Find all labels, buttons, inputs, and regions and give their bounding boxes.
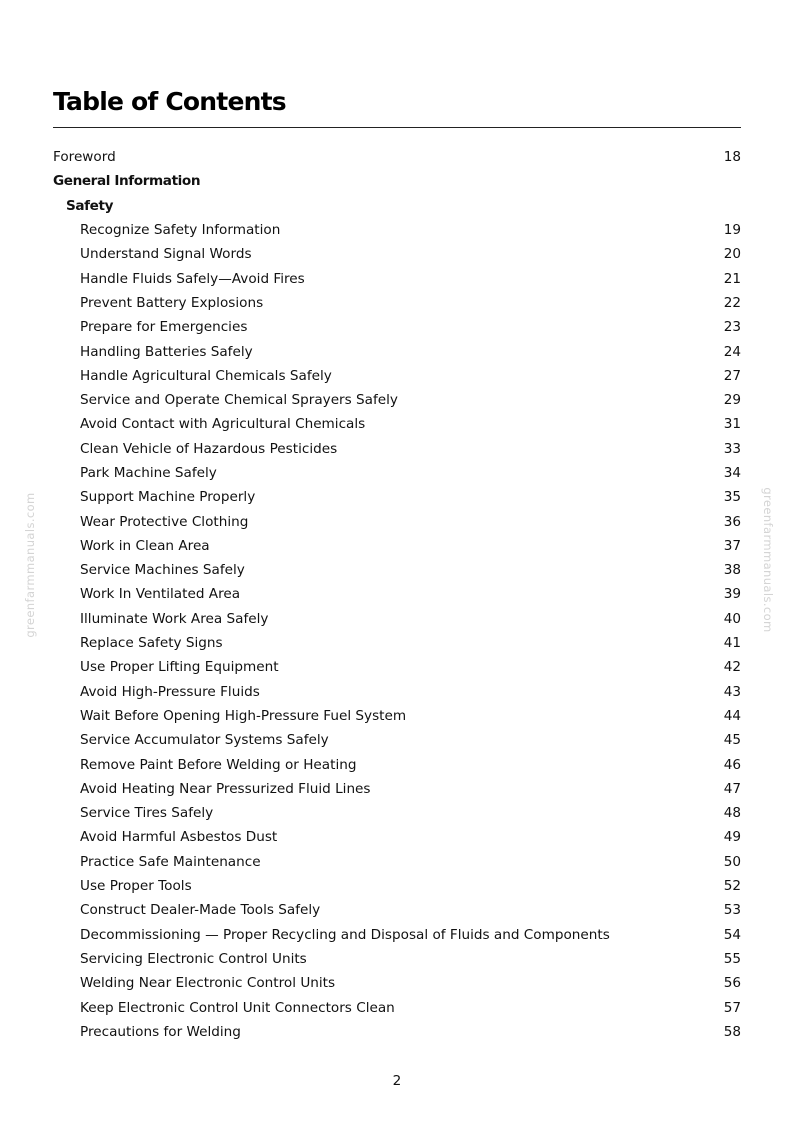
toc-entry[interactable] (53, 218, 741, 242)
toc-entry[interactable] (53, 437, 741, 461)
toc-entry-page: 52 (723, 878, 741, 895)
toc-entry-title: Replace Safety Signs (80, 635, 223, 652)
toc-entry-title: Wear Protective Clothing (80, 513, 249, 530)
toc-entry-page: 54 (723, 926, 741, 943)
page-title: Table of Contents (53, 87, 286, 116)
toc-entry[interactable] (53, 1020, 741, 1044)
toc-entry-title: Avoid Harmful Asbestos Dust (80, 829, 278, 846)
toc-entry-page: 46 (723, 756, 741, 773)
toc-entry-title: Prevent Battery Explosions (80, 294, 264, 311)
toc-entry[interactable] (53, 388, 741, 412)
toc-entry-page: 56 (723, 975, 741, 992)
toc-entry-title: Support Machine Properly (80, 489, 256, 506)
toc-list (53, 145, 741, 1044)
toc-entry-page: 44 (723, 707, 741, 724)
toc-entry-title: Recognize Safety Information (80, 222, 281, 239)
title-divider (53, 127, 741, 128)
toc-entry-title: Service Accumulator Systems Safely (80, 732, 329, 749)
toc-entry[interactable] (53, 971, 741, 995)
toc-entry-page: 36 (723, 513, 741, 530)
toc-entry[interactable] (53, 631, 741, 655)
toc-entry[interactable] (53, 704, 741, 728)
toc-entry-page: 41 (723, 635, 741, 652)
toc-entry-title: Foreword (53, 149, 116, 166)
watermark-left: greenfarmmanuals.com (23, 492, 37, 638)
toc-entry-title: Work In Ventilated Area (80, 586, 241, 603)
toc-entry-page: 20 (723, 246, 741, 263)
toc-entry-page: 21 (723, 270, 741, 287)
watermark-right: greenfarmmanuals.com (761, 487, 775, 633)
toc-entry-title: Decommissioning — Proper Recycling and Disposal of Fluids and Components (80, 926, 610, 943)
toc-entry[interactable] (53, 947, 741, 971)
toc-entry-page: 35 (723, 489, 741, 506)
toc-entry-page: 18 (723, 149, 741, 166)
toc-entry-page: 49 (723, 829, 741, 846)
toc-entry-title: Handling Batteries Safely (80, 343, 253, 360)
toc-entry[interactable] (53, 777, 741, 801)
toc-entry-title: Use Proper Tools (80, 878, 192, 895)
toc-entry-title: Clean Vehicle of Hazardous Pesticides (80, 440, 338, 457)
toc-entry-page: 40 (723, 610, 741, 627)
toc-entry[interactable] (53, 923, 741, 947)
toc-entry[interactable] (53, 825, 741, 849)
toc-section-heading (53, 194, 741, 218)
toc-entry[interactable] (53, 680, 741, 704)
toc-entry-title: Handle Agricultural Chemicals Safely (80, 367, 332, 384)
toc-entry-title: Illuminate Work Area Safely (80, 610, 269, 627)
toc-entry[interactable] (53, 315, 741, 339)
toc-entry-page: 43 (723, 683, 741, 700)
toc-entry-page: 34 (723, 465, 741, 481)
toc-entry-page: 53 (723, 902, 741, 919)
toc-entry-page: 47 (723, 780, 741, 797)
toc-entry-title: Avoid Contact with Agricultural Chemicals (80, 416, 366, 433)
toc-entry[interactable] (53, 607, 741, 631)
toc-entry-title: Wait Before Opening High-Pressure Fuel System (80, 707, 407, 724)
toc-entry-page: 39 (723, 586, 741, 603)
toc-entry-title: Prepare for Emergencies (80, 319, 248, 336)
toc-entry-title: Handle Fluids Safely—Avoid Fires (80, 270, 305, 287)
toc-entry[interactable] (53, 461, 741, 485)
toc-entry[interactable] (53, 850, 741, 874)
toc-entry-title: Service Machines Safely (80, 562, 245, 579)
toc-entry-title: Work in Clean Area (80, 537, 210, 554)
toc-entry-title: Keep Electronic Control Unit Connectors Clean (80, 999, 395, 1016)
toc-entry-title: Servicing Electronic Control Units (80, 950, 307, 967)
toc-entry-page: 23 (723, 319, 741, 336)
toc-entry[interactable] (53, 728, 741, 752)
toc-entry-title: General Information (53, 173, 201, 190)
toc-entry-page: 27 (723, 367, 741, 384)
toc-entry[interactable] (53, 655, 741, 679)
toc-section-heading (53, 169, 741, 193)
toc-entry[interactable] (53, 412, 741, 436)
toc-entry[interactable] (53, 534, 741, 558)
toc-entry-page: 55 (723, 950, 741, 967)
toc-entry-page: 29 (723, 392, 741, 409)
toc-entry[interactable] (53, 898, 741, 922)
toc-entry-page: 19 (723, 222, 741, 239)
toc-entry-title: Park Machine Safely (80, 465, 217, 481)
toc-entry-page: 57 (723, 999, 741, 1016)
toc-entry-title: Avoid High-Pressure Fluids (80, 683, 260, 700)
toc-entry-title: Remove Paint Before Welding or Heating (80, 756, 357, 773)
toc-entry[interactable] (53, 339, 741, 363)
toc-entry-title: Service and Operate Chemical Sprayers Safely (80, 392, 398, 409)
toc-entry-title: Use Proper Lifting Equipment (80, 659, 279, 676)
toc-entry[interactable] (53, 752, 741, 776)
toc-entry-page: 48 (723, 805, 741, 822)
toc-entry-page: 37 (723, 537, 741, 554)
toc-entry-page: 58 (723, 1023, 741, 1040)
toc-entry[interactable] (53, 509, 741, 533)
toc-entry-page: 38 (723, 562, 741, 579)
toc-entry[interactable] (53, 291, 741, 315)
toc-entry-title: Avoid Heating Near Pressurized Fluid Lines (80, 780, 371, 797)
toc-entry-title: Safety (66, 197, 114, 214)
toc-entry[interactable] (53, 874, 741, 898)
toc-entry-title: Construct Dealer-Made Tools Safely (80, 902, 321, 919)
toc-entry[interactable] (53, 364, 741, 388)
toc-entry[interactable] (53, 558, 741, 582)
toc-entry[interactable] (53, 145, 741, 169)
toc-entry[interactable] (53, 266, 741, 290)
page-number: 2 (392, 1073, 402, 1089)
toc-entry[interactable] (53, 582, 741, 606)
toc-entry-page: 45 (723, 732, 741, 749)
toc-entry-page: 24 (723, 343, 741, 360)
toc-entry[interactable] (53, 242, 741, 266)
toc-entry-page: 42 (723, 659, 741, 676)
toc-entry-title: Welding Near Electronic Control Units (80, 975, 336, 992)
toc-entry-page: 31 (723, 416, 741, 433)
toc-entry-title: Understand Signal Words (80, 246, 252, 263)
toc-entry[interactable] (53, 801, 741, 825)
toc-entry-page: 33 (723, 440, 741, 457)
toc-entry-page: 22 (723, 294, 741, 311)
toc-entry-title: Practice Safe Maintenance (80, 853, 261, 870)
toc-entry-title: Service Tires Safely (80, 805, 214, 822)
toc-entry[interactable] (53, 995, 741, 1019)
toc-entry[interactable] (53, 485, 741, 509)
toc-entry-title: Precautions for Welding (80, 1023, 241, 1040)
toc-entry-page: 50 (723, 853, 741, 870)
